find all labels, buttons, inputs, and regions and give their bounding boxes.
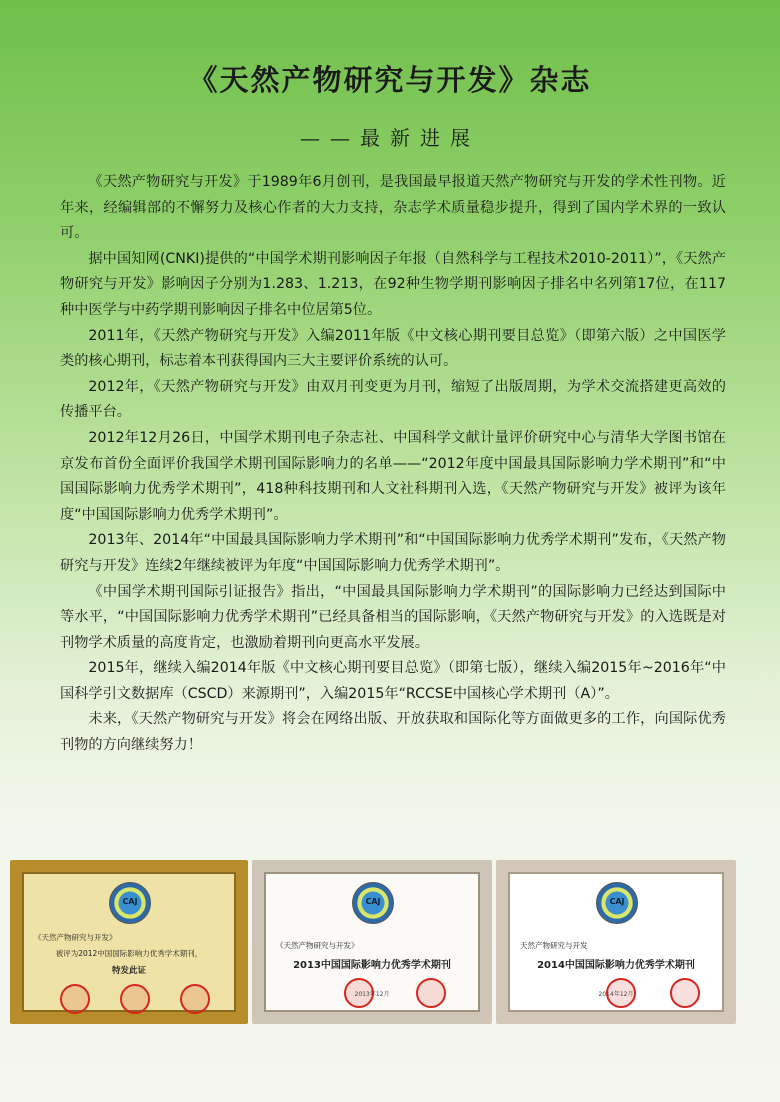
certificate-journal: 《天然产物研究与开发》 [34, 933, 117, 942]
certificate-frame [22, 872, 236, 1012]
red-seal-icon [60, 984, 90, 1014]
certificate-frame [508, 872, 724, 1012]
certificate-2013 [252, 860, 492, 1024]
emblem-label: CAJ [609, 897, 625, 906]
certificate-journal: 天然产物研究与开发 [520, 941, 588, 950]
certificate-title: 2013中国国际影响力优秀学术期刊 [293, 960, 451, 971]
caj-emblem-icon [109, 882, 151, 924]
certificate-date: 2013年12月 [354, 991, 390, 998]
article-body [60, 170, 726, 759]
certificate-award: 特发此证 [111, 966, 146, 976]
emblem-label: CAJ [365, 897, 381, 906]
emblem-label: CAJ [122, 897, 138, 906]
page-subtitle: ——最新进展 [300, 126, 480, 150]
paragraph: 《中国学术期刊国际引证报告》指出，“中国最具国际影响力学术期刊”的国际影响力已经达到国际中等水平，“中国国际影响力优秀学术期刊”已经具备相当的国际影响，《天然产物研究与开发》的入选既是对刊物学术质量的高度肯定，也激励着期刊向更高水平发展。 [60, 583, 726, 651]
paragraph: 未来，《天然产物研究与开发》将会在网络出版、开放获取和国际化等方面做更多的工作，向国际优秀刊物的方向继续努力！ [60, 711, 726, 754]
certificate-date: 2014年12月 [598, 991, 634, 998]
paragraph: 2015年，继续入编2014年版《中文核心期刊要目总览》（即第七版），继续入编2015年~2016年“中国科学引文数据库（CSCD）来源期刊”，入编2015年“RCCSE中国核心学术期刊（A）”。 [60, 660, 726, 702]
paragraph: 2012年，《天然产物研究与开发》由双月刊变更为月刊，缩短了出版周期，为学术交流搭建更高效的传播平台。 [60, 378, 726, 421]
paragraph: 《天然产物研究与开发》于1989年6月创刊，是我国最早报道天然产物研究与开发的学术性刊物。近年来，经编辑部的不懈努力及核心作者的大力支持，杂志学术质量稳步提升，得到了国内学术界的一致认可。 [60, 174, 726, 242]
certificate-journal: 《天然产物研究与开发》 [276, 941, 359, 950]
certificate-text: 被评为2012中国国际影响力优秀学术期刊， [55, 949, 203, 958]
paragraph: 2011年，《天然产物研究与开发》入编2011年版《中文核心期刊要目总览》（即第六版）之中国医学类的核心期刊，标志着本刊获得国内三大主要评价系统的认可。 [60, 327, 726, 370]
caj-emblem-icon [352, 882, 394, 924]
caj-emblem-icon [596, 882, 638, 924]
certificate-title: 2014中国国际影响力优秀学术期刊 [537, 960, 695, 971]
paragraph: 2013年、2014年“中国最具国际影响力学术期刊”和“中国国际影响力优秀学术期刊”发布，《天然产物研究与开发》连续2年继续被评为年度“中国国际影响力优秀学术期刊”。 [60, 532, 726, 574]
red-seal-icon [180, 984, 210, 1014]
certificate-gallery [0, 860, 780, 1030]
red-seal-icon [120, 984, 150, 1014]
certificate-2012 [10, 860, 248, 1024]
paragraph: 2012年12月26日，中国学术期刊电子杂志社、中国科学文献计量评价研究中心与清华大学图书馆在京发布首份全面评价我国学术期刊国际影响力的名单——“2012年度中国最具国际影响力学术期刊”和“中国国际影响力优秀学术期刊”，418种科技期刊和人文社科期刊入选，《天然产物研究与开发》被评为该年度“中国国际影响力优秀学术期刊”。 [60, 429, 726, 523]
certificate-2014 [496, 860, 736, 1024]
page-title: 《天然产物研究与开发》杂志 [188, 63, 592, 97]
certificate-frame [264, 872, 480, 1012]
paragraph: 据中国知网(CNKI)提供的“中国学术期刊影响因子年报（自然科学与工程技术2010-2011）”，《天然产物研究与开发》影响因子分别为1.283、1.213，在92种生物学期刊影响因子排名中名列第17位，在117种中医学与中药学期刊影响因子排名中位居第5位。 [60, 250, 726, 318]
